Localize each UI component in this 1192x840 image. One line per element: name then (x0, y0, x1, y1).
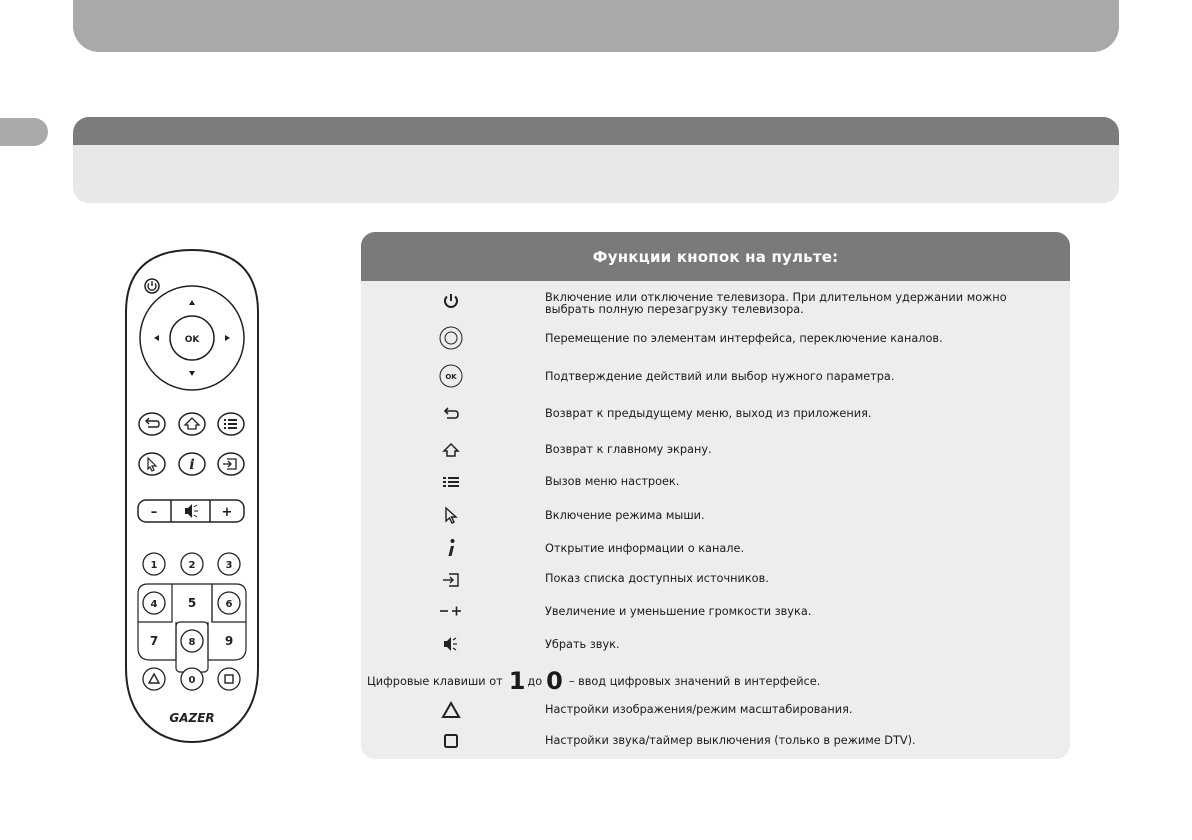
remote-num-8: 8 (188, 637, 196, 648)
top-banner (73, 0, 1119, 52)
table-header: Функции кнопок на пульте: (361, 232, 1070, 281)
home-icon (437, 438, 465, 462)
remote-num-2: 2 (188, 560, 196, 571)
dpad-icon (437, 326, 465, 350)
row-text: Открытие информации о канале. (545, 542, 745, 555)
row-text: Настройки изображения/режим масштабирования. (545, 703, 853, 716)
menu-icon (437, 470, 465, 494)
remote-num-3: 3 (225, 560, 233, 571)
triangle-icon (437, 698, 465, 722)
remote-illustration (124, 248, 260, 744)
row-text: Показ списка доступных источников. (545, 572, 769, 585)
remote-volume-bar (138, 500, 244, 522)
remote-brand-logo: GAZER (169, 711, 215, 725)
row-text: Возврат к главному экрану. (545, 443, 712, 456)
digit-one-glyph: 1 (508, 667, 526, 695)
remote-back-button (139, 413, 165, 435)
svg-text:OK: OK (445, 373, 457, 381)
side-page-tab (0, 118, 48, 146)
row-text: Включение режима мыши. (545, 509, 705, 522)
row-digits (361, 667, 1070, 695)
digits-mid: до (527, 674, 543, 688)
remote-input-button (218, 453, 244, 475)
row-text: Настройки звука/таймер выключения (только в режиме DTV). (545, 734, 916, 747)
remote-num-9: 9 (224, 634, 234, 648)
digit-zero-glyph: 0 (546, 667, 563, 695)
volume-icon (437, 599, 465, 623)
remote-num-0: 0 (188, 675, 196, 686)
row-text: Включение или отключение телевизора. При длительном удержании можно выбрать полную перезагрузку телевизора. (545, 291, 1007, 316)
functions-table (361, 232, 1070, 759)
square-icon (437, 729, 465, 753)
info-icon (437, 536, 465, 560)
row-text: Возврат к предыдущему меню, выход из приложения. (545, 407, 872, 420)
remote-num-6: 6 (225, 599, 233, 610)
remote-cursor-button (139, 453, 165, 475)
digits-prefix: Цифровые клавиши от (367, 674, 503, 688)
remote-dpad (140, 286, 244, 390)
remote-plus-label: + (221, 505, 233, 520)
cursor-icon (437, 503, 465, 527)
remote-power-button (145, 279, 159, 293)
remote-num-5: 5 (187, 596, 197, 610)
remote-num-7: 7 (149, 634, 159, 648)
remote-minus-label: – (150, 505, 158, 520)
row-text: Увеличение и уменьшение громкости звука. (545, 605, 812, 618)
row-text: Подтверждение действий или выбор нужного параметра. (545, 370, 895, 383)
remote-info-label: i (189, 457, 195, 473)
section-header-bar (73, 117, 1119, 203)
row-text: Убрать звук. (545, 638, 620, 651)
remote-num-4: 4 (150, 599, 158, 610)
row-text: Вызов меню настроек. (545, 475, 680, 488)
row-text: Перемещение по элементам интерфейса, переключение каналов. (545, 332, 943, 345)
mute-icon (437, 632, 465, 656)
remote-ok-label: OK (184, 335, 200, 345)
remote-num-1: 1 (150, 560, 158, 571)
remote-info-button (179, 453, 205, 475)
power-icon (437, 289, 465, 313)
remote-home-button (179, 413, 205, 435)
ok-icon (437, 364, 465, 388)
input-icon (437, 568, 465, 592)
back-icon (437, 402, 465, 426)
digits-suffix: – ввод цифровых значений в интерфейсе. (568, 674, 821, 688)
remote-menu-button (218, 413, 244, 435)
